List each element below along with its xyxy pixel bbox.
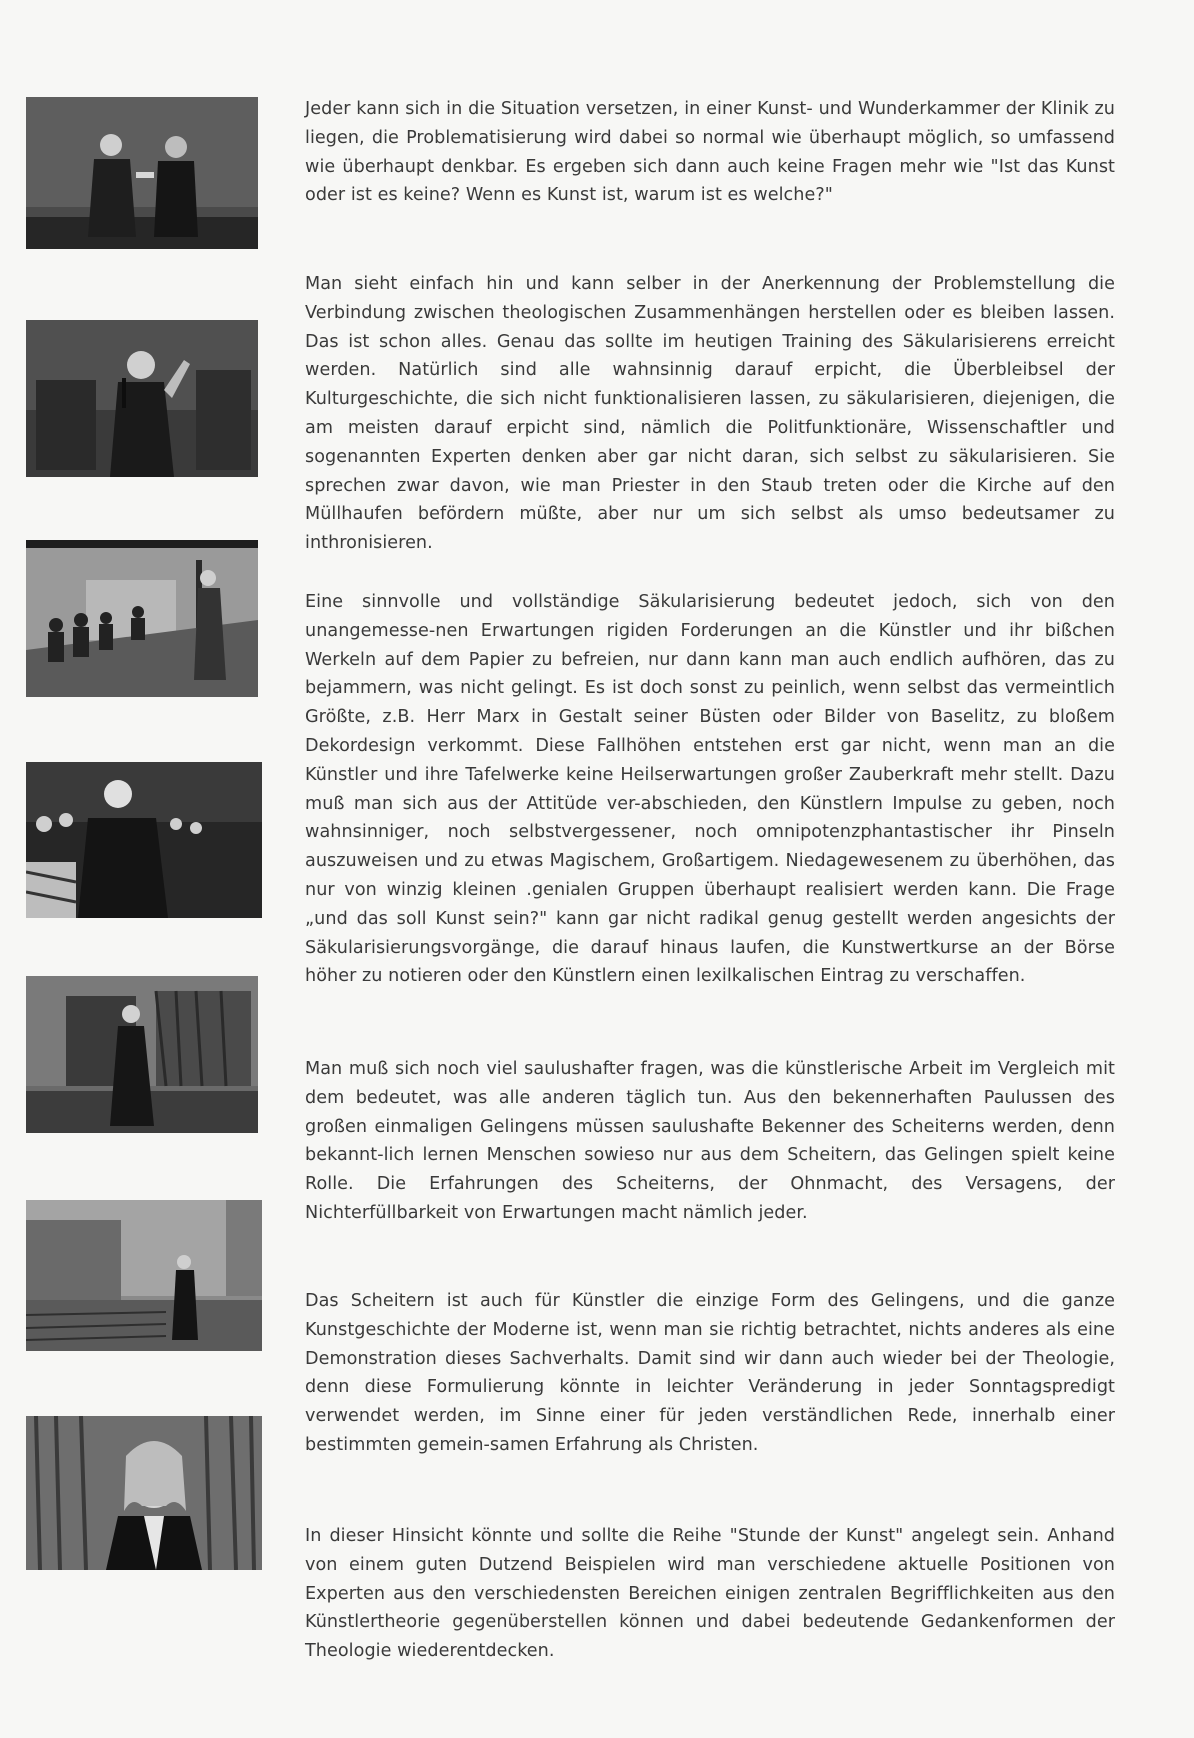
photo-5: [26, 976, 258, 1133]
photo-4: [26, 762, 262, 918]
paragraph-3: Eine sinnvolle und vollständige Säkularisierung bedeutet jedoch, sich von den unangemesse-nen Erwartungen rigiden Forderungen an die Künstler und ihr bißchen Werkeln auf dem Papier zu befreien, nur dann kann man auch endlich aufhören, das zu bejammern, was nicht gelingt. Es ist doch sonst zu peinlich, wenn selbst das vermeintlich Größte, z.B. Herr Marx in Gestalt seiner Büsten oder Bilder von Baselitz, zu bloßem Dekordesign verkommt. Diese Fallhöhen entstehen erst gar nicht, wenn man an die Künstler und ihre Tafelwerke keine Heilserwartungen großer Zauberkraft mehr stellt. Dazu muß man sich aus der Attitüde ver-abschieden, den Künstlern Impulse zu geben, noch wahnsinniger, noch selbstvergessener, noch omnipotenzphantastischer ihr Pinseln auszuweisen und zu etwas Magischem, Großartigem. Niedagewesenem zu überhöhen, das nur von winzig kleinen .genialen Gruppen überhaupt realisiert werden kann. Die Frage „und das soll Kunst sein?" kann gar nicht radikal genug gestellt werden angesichts der Säkularisierungsvorgänge, die darauf hinaus laufen, die Kunstwertkurse an der Börse höher zu notieren oder den Künstlern einen lexilkalischen Eintrag zu verschaffen.: [305, 592, 1115, 987]
photo-1: [26, 97, 258, 249]
paragraph-1: Jeder kann sich in die Situation versetzen, in einer Kunst- und Wunderkammer der Klinik zu liegen, die Problematisierung wird dabei so normal wie überhaupt möglich, so umfassend wie überhaupt denkbar. Es ergeben sich dann auch keine Fragen mehr wie "Ist das Kunst oder ist es keine? Wenn es Kunst ist, warum ist es welche?": [305, 99, 1115, 206]
paragraph-2: Man sieht einfach hin und kann selber in der Anerkennung der Problemstellung die Verbindung zwischen theologischen Zusammenhängen herstellen oder es bleiben lassen. Das ist schon alles. Genau das sollte im heutigen Training des Säkularisierens erreicht werden. Natürlich sind alle wahnsinnig darauf erpicht, die Überbleibsel der Kulturgeschichte, die sich nicht funktionalisieren lassen, zu säkularisieren, diejenigen, die am meisten darauf erpicht sind, nämlich die Politfunktionäre, Wissenschaftler und sogenannten Experten denken aber gar nicht daran, sich selbst zu säkularisieren. Sie sprechen zwar davon, wie man Priester in den Staub treten oder die Kirche auf den Müllhaufen befördern müßte, aber nur um sich selbst als umso bedeutsamer zu inthronisieren.: [305, 274, 1115, 554]
photo-3: [26, 540, 258, 697]
paragraph-4: Man muß sich noch viel saulushafter fragen, was die künstlerische Arbeit im Vergleich mit dem bedeutet, was alle anderen täglich tun. Aus den bekennerhaften Paulussen des großen einmaligen Gelingens müssen saulushafte Bekenner des Scheiterns werden, denn bekannt-lich lernen Menschen sowieso nur aus dem Scheitern, das Gelingen spielt keine Rolle. Die Erfahrungen des Scheiterns, der Ohnmacht, des Versagens, der Nichterfüllbarkeit von Erwartungen macht nämlich jeder.: [305, 1059, 1115, 1223]
photo-seated-audience-icon: [26, 762, 262, 918]
photo-woman-speaker-icon: [26, 1416, 262, 1570]
photo-7: [26, 1416, 262, 1570]
photo-audience-hall-with-speaker-icon: [26, 540, 258, 697]
photo-speaker-with-microphone-icon: [26, 320, 258, 477]
paragraph-5: Das Scheitern ist auch für Künstler die einzige Form des Gelingens, und die ganze Kunstgeschichte der Moderne ist, wenn man sie richtig betrachtet, nichts anderes als eine Demonstration dieses Sachverhalts. Damit sind wir dann auch wieder bei der Theologie, denn diese Formulierung könnte in leichter Veränderung in jeder Sonntagspredigt verwendet werden, im Sinne einer für jeden verständlichen Rede, innerhalb einer bestimmten gemein-samen Erfahrung als Christen.: [305, 1291, 1115, 1455]
photo-6: [26, 1200, 262, 1351]
photo-2: [26, 320, 258, 477]
photo-two-men-at-lectern-icon: [26, 97, 258, 249]
photo-speaker-in-hall-icon: [26, 1200, 262, 1351]
photo-speaker-before-artwork-icon: [26, 976, 258, 1133]
paragraph-6: In dieser Hinsicht könnte und sollte die Reihe "Stunde der Kunst" angelegt sein. Anhand von einem guten Dutzend Beispielen wird man verschiedene aktuelle Positionen von Experten aus den verschiedensten Bereichen einigen zentralen Begrifflichkeiten aus den Künstlertheorie gegenüberstellen können und dabei bedeutende Gedankenformen der Theologie wiederentdecken.: [305, 1526, 1115, 1662]
